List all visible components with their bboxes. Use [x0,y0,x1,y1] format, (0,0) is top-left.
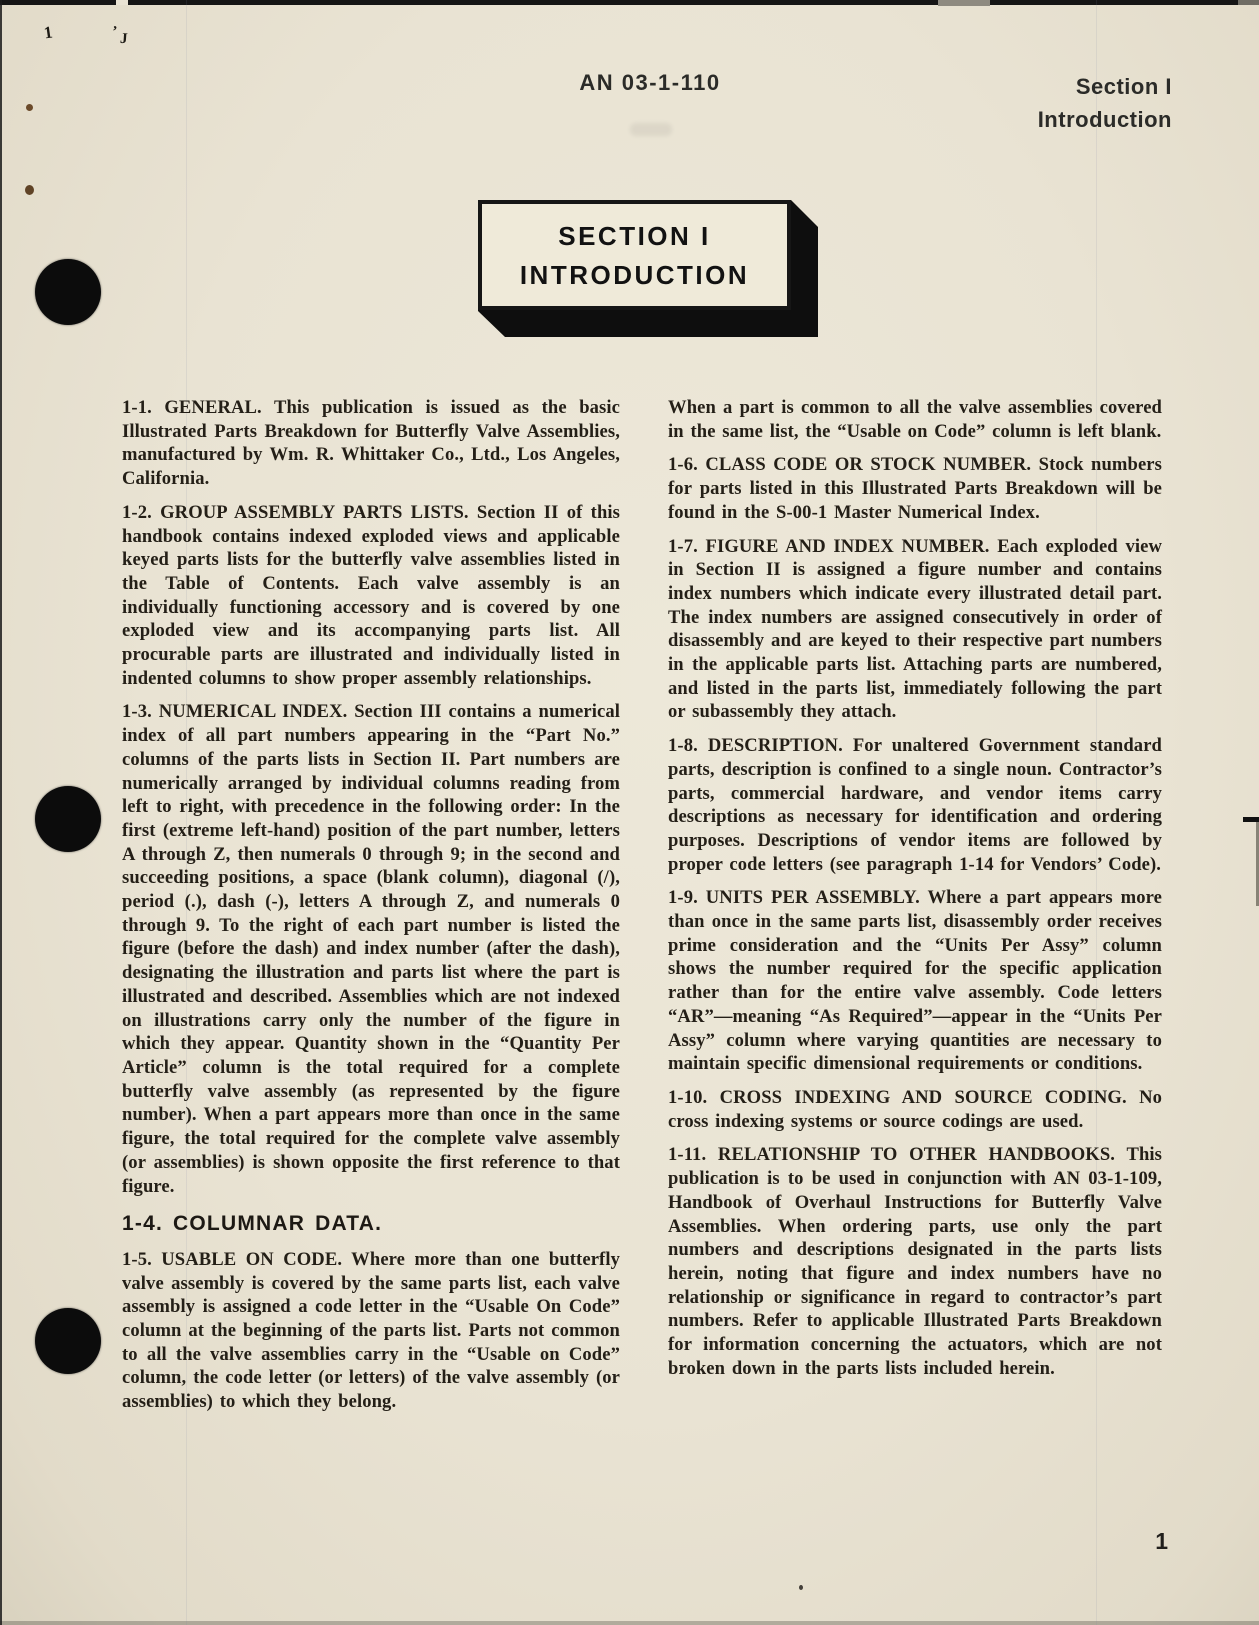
header-section-sublabel: Introduction [1037,107,1172,132]
heading-1-4: 1-4. COLUMNAR DATA. [122,1212,383,1236]
hole-punch [35,786,101,852]
ink-smudge [630,123,672,136]
scan-top-edge [0,0,1259,5]
scan-top-edge-smudge [938,0,990,6]
section-banner [478,200,818,337]
corner-mark: 1 [42,22,54,43]
paragraph-1-8: 1-8. DESCRIPTION. For unaltered Government standard parts, description is confined to a single noun. Contractor’s parts, commercial hardware, and vendor items carry descriptions as necessary for identification and ordering purposes. Descriptions of vendor items are followed by proper code letters (see paragraph 1-14 for Vendors’ Code). [668,735,1162,875]
doc-number: AN 03-1-110 [579,70,721,95]
paragraph-1-6: 1-6. CLASS CODE OR STOCK NUMBER. Stock numbers for parts listed in this Illustrated Parts Breakdown will be found in the S-00-1 Master Numerical Index. [668,454,1162,523]
paragraph-1-11: 1-11. RELATIONSHIP TO OTHER HANDBOOKS. This publication is to be used in conjunction with AN 03-1-109, Handbook of Overhaul Instructions for Butterfly Valve Assemblies. When ordering parts, use only the part numbers and descriptions designated in the parts lists herein, noting that figure and index numbers have no relationship or significance in regard to contractor’s part numbers. Refer to applicable Illustrated Parts Breakdown for information concerning the actuators, which are not broken down in the parts lists included herein. [668,1144,1162,1379]
scan-left-edge [0,0,2,1625]
banner-title-line2: INTRODUCTION [519,259,750,290]
hole-punch [35,259,101,325]
scan-bottom-edge [0,1621,1259,1625]
paragraph-1-3: 1-3. NUMERICAL INDEX. Section III contains a numerical index of all part numbers appearing in the “Part No.” columns of the parts lists in Section II. Part numbers are numerically arranged by individual columns reading from left to right, with precedence in the following order: In the first (extreme left-hand) position of the part number, letters A through Z, then numerals 0 through 9; in the second and succeeding positions, a space (blank column), diagonal (/), period (.), dash (-), letters A through Z, and numerals 0 through 9. To the right of each part number is listed the figure (before the dash) and index number (after the dash), designating the illustration and parts list where the part is illustrated and described. Assemblies which are not indexed on illustrations carry only the number of the figure in which they appear. Quantity shown in the “Quantity Per Article” column is the total required for a complete butterfly valve assembly (as represented by the figure number). When a part appears more than once in the same figure, the total required for the complete valve assembly (or assemblies) is shown opposite the first reference to that figure. [122,701,620,1197]
paper-speck [799,1585,803,1590]
banner-title-line1: SECTION I [558,220,711,251]
paper-speck [25,185,34,195]
page-number: 1 [1155,1528,1168,1554]
pen-mark: ’ [111,23,118,41]
hole-punch [35,1308,101,1374]
paragraph-1-5: 1-5. USABLE ON CODE. Where more than one butterfly valve assembly is covered by the same parts list, each valve assembly is assigned a code letter in the “Usable On Code” column at the beginning of the parts list. Parts not common to all the valve assemblies carry in the “Usable on Code” column, the code letter (or letters) of the valve assembly (or assemblies) to which they belong. [122,1248,620,1413]
paragraph-1-5-continued: When a part is common to all the valve assemblies covered in the same list, the “Usable on Code” column is left blank. [668,397,1162,442]
right-column [668,396,1162,1390]
scan-top-edge-smudge [1238,0,1259,5]
paragraph-1-1: 1-1. GENERAL. This publication is issued as the basic Illustrated Parts Breakdown for Butterfly Valve Assemblies, manufactured by Wm. R. Whittaker Co., Ltd., Los Angeles, California. [122,397,620,490]
header-section-label: Section I [1075,74,1172,99]
header-section-block [1038,70,1172,136]
registration-dash [1243,817,1259,822]
left-column [122,396,620,1424]
scan-top-edge-gap [116,0,128,5]
paragraph-1-7: 1-7. FIGURE AND INDEX NUMBER. Each exploded view in Section II is assigned a figure number and contains index numbers which indicate every illustrated detail part. The index numbers are assigned consecutively in order of disassembly and are keyed to their respective part numbers in the applicable parts list. Attaching parts are numbered, and listed in the parts list, immediately following the part or subassembly they attach. [668,535,1162,723]
paragraph-1-10: 1-10. CROSS INDEXING AND SOURCE CODING. No cross indexing systems or source codings are used. [668,1086,1162,1132]
pen-mark: J [119,30,129,48]
banner-box [478,200,791,310]
paper-speck [26,104,33,111]
paragraph-1-2: 1-2. GROUP ASSEMBLY PARTS LISTS. Section II of this handbook contains indexed exploded views and applicable keyed parts lists for the butterfly valve assemblies listed in the Table of Contents. Each valve assembly is an individually functioning accessory and is covered by one exploded view and its accompanying parts list. All procurable parts are illustrated and individually listed in indented columns to show proper assembly relationships. [122,501,620,689]
paragraph-1-9: 1-9. UNITS PER ASSEMBLY. Where a part appears more than once in the same parts list, disassembly order receives prime consideration and the “Units Per Assy” column shows the number required for the specific application rather than for the entire valve assembly. Code letters “AR”—meaning “As Required”—appear in the “Units Per Assy” column where varying quantities are necessary to maintain specific dimensional requirements or conditions. [668,887,1162,1075]
